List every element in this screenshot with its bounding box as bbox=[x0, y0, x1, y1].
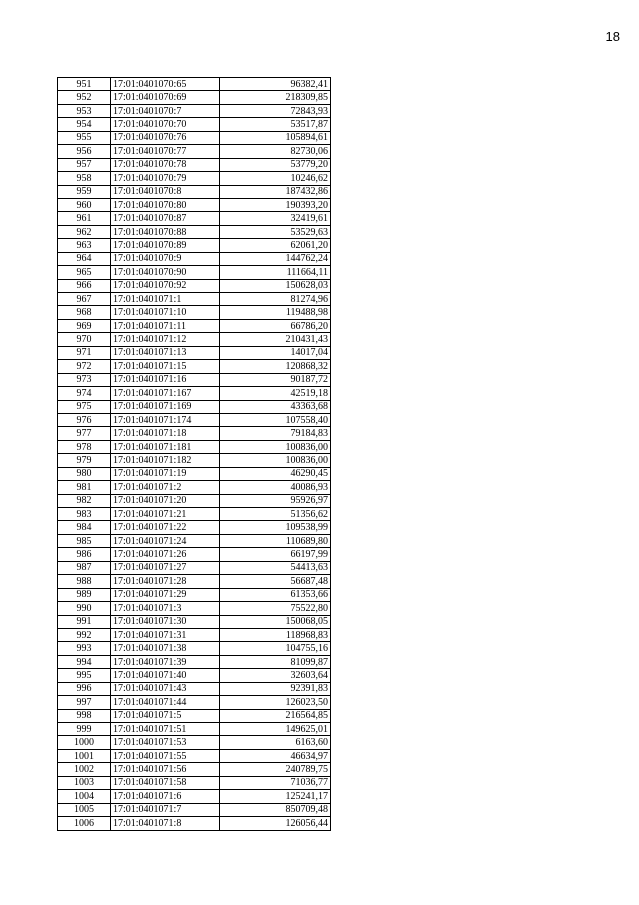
table-row bbox=[58, 104, 331, 117]
cadastral-value-cell: 105894,61 bbox=[220, 131, 331, 144]
row-number-cell: 953 bbox=[58, 104, 111, 117]
cadastral-number-cell: 17:01:0401070:90 bbox=[111, 266, 220, 279]
row-number-cell: 959 bbox=[58, 185, 111, 198]
cadastral-number-cell: 17:01:0401071:24 bbox=[111, 534, 220, 547]
row-number-cell: 977 bbox=[58, 427, 111, 440]
table-row bbox=[58, 481, 331, 494]
row-number-cell: 952 bbox=[58, 91, 111, 104]
row-number-cell: 972 bbox=[58, 360, 111, 373]
row-number-cell: 985 bbox=[58, 534, 111, 547]
cadastral-value-cell: 6163,60 bbox=[220, 736, 331, 749]
cadastral-number-cell: 17:01:0401071:22 bbox=[111, 521, 220, 534]
cadastral-number-cell: 17:01:0401070:88 bbox=[111, 225, 220, 238]
table-row bbox=[58, 575, 331, 588]
cadastral-value-cell: 46290,45 bbox=[220, 467, 331, 480]
row-number-cell: 997 bbox=[58, 696, 111, 709]
cadastral-value-cell: 109538,99 bbox=[220, 521, 331, 534]
table-row bbox=[58, 293, 331, 306]
row-number-cell: 980 bbox=[58, 467, 111, 480]
row-number-cell: 956 bbox=[58, 145, 111, 158]
table-row bbox=[58, 588, 331, 601]
row-number-cell: 975 bbox=[58, 400, 111, 413]
table-row bbox=[58, 615, 331, 628]
cadastral-value-cell: 61353,66 bbox=[220, 588, 331, 601]
cadastral-number-cell: 17:01:0401070:89 bbox=[111, 239, 220, 252]
table-row bbox=[58, 682, 331, 695]
row-number-cell: 989 bbox=[58, 588, 111, 601]
table-row bbox=[58, 198, 331, 211]
cadastral-number-cell: 17:01:0401071:30 bbox=[111, 615, 220, 628]
table-row bbox=[58, 400, 331, 413]
row-number-cell: 994 bbox=[58, 655, 111, 668]
table-row bbox=[58, 333, 331, 346]
cadastral-number-cell: 17:01:0401071:15 bbox=[111, 360, 220, 373]
row-number-cell: 954 bbox=[58, 118, 111, 131]
cadastral-value-cell: 95926,97 bbox=[220, 494, 331, 507]
row-number-cell: 966 bbox=[58, 279, 111, 292]
cadastral-value-cell: 42519,18 bbox=[220, 387, 331, 400]
row-number-cell: 978 bbox=[58, 440, 111, 453]
cadastral-value-cell: 119488,98 bbox=[220, 306, 331, 319]
cadastral-value-cell: 100836,00 bbox=[220, 454, 331, 467]
cadastral-value-cell: 118968,83 bbox=[220, 628, 331, 641]
cadastral-number-cell: 17:01:0401071:44 bbox=[111, 696, 220, 709]
cadastral-number-cell: 17:01:0401071:31 bbox=[111, 628, 220, 641]
row-number-cell: 996 bbox=[58, 682, 111, 695]
row-number-cell: 986 bbox=[58, 548, 111, 561]
cadastral-number-cell: 17:01:0401071:13 bbox=[111, 346, 220, 359]
table-row bbox=[58, 642, 331, 655]
row-number-cell: 988 bbox=[58, 575, 111, 588]
cadastral-value-cell: 79184,83 bbox=[220, 427, 331, 440]
cadastral-value-cell: 72843,93 bbox=[220, 104, 331, 117]
row-number-cell: 976 bbox=[58, 413, 111, 426]
cadastral-value-cell: 144762,24 bbox=[220, 252, 331, 265]
cadastral-number-cell: 17:01:0401070:79 bbox=[111, 172, 220, 185]
cadastral-number-cell: 17:01:0401070:77 bbox=[111, 145, 220, 158]
row-number-cell: 961 bbox=[58, 212, 111, 225]
cadastral-number-cell: 17:01:0401071:11 bbox=[111, 319, 220, 332]
table-row bbox=[58, 387, 331, 400]
cadastral-value-cell: 210431,43 bbox=[220, 333, 331, 346]
cadastral-value-cell: 125241,17 bbox=[220, 790, 331, 803]
cadastral-number-cell: 17:01:0401071:58 bbox=[111, 776, 220, 789]
table-row bbox=[58, 279, 331, 292]
row-number-cell: 1001 bbox=[58, 749, 111, 762]
row-number-cell: 979 bbox=[58, 454, 111, 467]
row-number-cell: 962 bbox=[58, 225, 111, 238]
row-number-cell: 958 bbox=[58, 172, 111, 185]
cadastral-value-cell: 240789,75 bbox=[220, 763, 331, 776]
table-row bbox=[58, 346, 331, 359]
cadastral-value-cell: 187432,86 bbox=[220, 185, 331, 198]
table-row bbox=[58, 561, 331, 574]
table-row bbox=[58, 373, 331, 386]
cadastral-number-cell: 17:01:0401071:16 bbox=[111, 373, 220, 386]
table-row bbox=[58, 225, 331, 238]
row-number-cell: 964 bbox=[58, 252, 111, 265]
cadastral-value-cell: 104755,16 bbox=[220, 642, 331, 655]
row-number-cell: 1006 bbox=[58, 817, 111, 830]
cadastral-number-cell: 17:01:0401071:5 bbox=[111, 709, 220, 722]
cadastral-number-cell: 17:01:0401071:169 bbox=[111, 400, 220, 413]
row-number-cell: 971 bbox=[58, 346, 111, 359]
table-row bbox=[58, 494, 331, 507]
table-row bbox=[58, 776, 331, 789]
table-row bbox=[58, 655, 331, 668]
row-number-cell: 965 bbox=[58, 266, 111, 279]
row-number-cell: 983 bbox=[58, 508, 111, 521]
cadastral-number-cell: 17:01:0401071:39 bbox=[111, 655, 220, 668]
table-row bbox=[58, 212, 331, 225]
row-number-cell: 951 bbox=[58, 78, 111, 91]
cadastral-value-cell: 75522,80 bbox=[220, 602, 331, 615]
cadastral-value-table bbox=[57, 77, 331, 831]
table-row bbox=[58, 749, 331, 762]
table-row bbox=[58, 817, 331, 830]
row-number-cell: 967 bbox=[58, 293, 111, 306]
row-number-cell: 960 bbox=[58, 198, 111, 211]
cadastral-value-cell: 51356,62 bbox=[220, 508, 331, 521]
cadastral-number-cell: 17:01:0401070:9 bbox=[111, 252, 220, 265]
table-row bbox=[58, 172, 331, 185]
cadastral-number-cell: 17:01:0401070:69 bbox=[111, 91, 220, 104]
cadastral-value-cell: 53517,87 bbox=[220, 118, 331, 131]
table-row bbox=[58, 628, 331, 641]
cadastral-value-cell: 120868,32 bbox=[220, 360, 331, 373]
cadastral-number-cell: 17:01:0401071:182 bbox=[111, 454, 220, 467]
table-row bbox=[58, 306, 331, 319]
table-row bbox=[58, 669, 331, 682]
cadastral-number-cell: 17:01:0401071:27 bbox=[111, 561, 220, 574]
cadastral-number-cell: 17:01:0401071:3 bbox=[111, 602, 220, 615]
table-row bbox=[58, 158, 331, 171]
row-number-cell: 998 bbox=[58, 709, 111, 722]
cadastral-value-cell: 56687,48 bbox=[220, 575, 331, 588]
table-row bbox=[58, 145, 331, 158]
row-number-cell: 1004 bbox=[58, 790, 111, 803]
table-row bbox=[58, 239, 331, 252]
table-row bbox=[58, 266, 331, 279]
table-row bbox=[58, 360, 331, 373]
cadastral-value-cell: 126023,50 bbox=[220, 696, 331, 709]
cadastral-value-cell: 81099,87 bbox=[220, 655, 331, 668]
row-number-cell: 955 bbox=[58, 131, 111, 144]
table-row bbox=[58, 709, 331, 722]
row-number-cell: 1005 bbox=[58, 803, 111, 816]
table-row bbox=[58, 131, 331, 144]
cadastral-number-cell: 17:01:0401070:7 bbox=[111, 104, 220, 117]
cadastral-number-cell: 17:01:0401071:53 bbox=[111, 736, 220, 749]
cadastral-number-cell: 17:01:0401070:76 bbox=[111, 131, 220, 144]
cadastral-number-cell: 17:01:0401070:80 bbox=[111, 198, 220, 211]
cadastral-value-cell: 66786,20 bbox=[220, 319, 331, 332]
row-number-cell: 992 bbox=[58, 628, 111, 641]
row-number-cell: 995 bbox=[58, 669, 111, 682]
row-number-cell: 993 bbox=[58, 642, 111, 655]
table-row bbox=[58, 763, 331, 776]
table-row bbox=[58, 252, 331, 265]
row-number-cell: 984 bbox=[58, 521, 111, 534]
cadastral-value-cell: 216564,85 bbox=[220, 709, 331, 722]
row-number-cell: 970 bbox=[58, 333, 111, 346]
row-number-cell: 982 bbox=[58, 494, 111, 507]
row-number-cell: 987 bbox=[58, 561, 111, 574]
table-row bbox=[58, 413, 331, 426]
cadastral-number-cell: 17:01:0401071:8 bbox=[111, 817, 220, 830]
table-row bbox=[58, 508, 331, 521]
cadastral-value-cell: 100836,00 bbox=[220, 440, 331, 453]
cadastral-number-cell: 17:01:0401071:56 bbox=[111, 763, 220, 776]
cadastral-value-cell: 32603,64 bbox=[220, 669, 331, 682]
cadastral-value-cell: 218309,85 bbox=[220, 91, 331, 104]
table-row bbox=[58, 696, 331, 709]
table-row bbox=[58, 736, 331, 749]
row-number-cell: 1002 bbox=[58, 763, 111, 776]
cadastral-number-cell: 17:01:0401071:29 bbox=[111, 588, 220, 601]
cadastral-value-cell: 62061,20 bbox=[220, 239, 331, 252]
page-number: 18 bbox=[605, 29, 620, 44]
cadastral-number-cell: 17:01:0401071:2 bbox=[111, 481, 220, 494]
cadastral-number-cell: 17:01:0401071:167 bbox=[111, 387, 220, 400]
table-row bbox=[58, 602, 331, 615]
cadastral-value-cell: 81274,96 bbox=[220, 293, 331, 306]
cadastral-value-cell: 43363,68 bbox=[220, 400, 331, 413]
table-row bbox=[58, 91, 331, 104]
cadastral-number-cell: 17:01:0401071:38 bbox=[111, 642, 220, 655]
cadastral-value-cell: 149625,01 bbox=[220, 723, 331, 736]
cadastral-number-cell: 17:01:0401071:18 bbox=[111, 427, 220, 440]
table-row bbox=[58, 440, 331, 453]
cadastral-number-cell: 17:01:0401071:43 bbox=[111, 682, 220, 695]
cadastral-number-cell: 17:01:0401071:19 bbox=[111, 467, 220, 480]
cadastral-number-cell: 17:01:0401070:78 bbox=[111, 158, 220, 171]
row-number-cell: 968 bbox=[58, 306, 111, 319]
row-number-cell: 981 bbox=[58, 481, 111, 494]
cadastral-value-cell: 53779,20 bbox=[220, 158, 331, 171]
cadastral-number-cell: 17:01:0401071:7 bbox=[111, 803, 220, 816]
cadastral-number-cell: 17:01:0401070:92 bbox=[111, 279, 220, 292]
cadastral-number-cell: 17:01:0401071:28 bbox=[111, 575, 220, 588]
cadastral-number-cell: 17:01:0401071:26 bbox=[111, 548, 220, 561]
cadastral-value-cell: 66197,99 bbox=[220, 548, 331, 561]
cadastral-value-cell: 54413,63 bbox=[220, 561, 331, 574]
cadastral-number-cell: 17:01:0401070:87 bbox=[111, 212, 220, 225]
cadastral-value-cell: 850709,48 bbox=[220, 803, 331, 816]
table-row bbox=[58, 467, 331, 480]
cadastral-number-cell: 17:01:0401071:55 bbox=[111, 749, 220, 762]
row-number-cell: 990 bbox=[58, 602, 111, 615]
table-row bbox=[58, 118, 331, 131]
row-number-cell: 969 bbox=[58, 319, 111, 332]
cadastral-number-cell: 17:01:0401071:40 bbox=[111, 669, 220, 682]
table-row bbox=[58, 803, 331, 816]
cadastral-value-cell: 53529,63 bbox=[220, 225, 331, 238]
cadastral-number-cell: 17:01:0401071:174 bbox=[111, 413, 220, 426]
cadastral-value-cell: 150628,03 bbox=[220, 279, 331, 292]
table-row bbox=[58, 723, 331, 736]
cadastral-number-cell: 17:01:0401071:10 bbox=[111, 306, 220, 319]
table-row bbox=[58, 78, 331, 91]
row-number-cell: 957 bbox=[58, 158, 111, 171]
table-row bbox=[58, 185, 331, 198]
row-number-cell: 991 bbox=[58, 615, 111, 628]
cadastral-number-cell: 17:01:0401071:6 bbox=[111, 790, 220, 803]
cadastral-value-cell: 32419,61 bbox=[220, 212, 331, 225]
cadastral-value-cell: 10246,62 bbox=[220, 172, 331, 185]
cadastral-number-cell: 17:01:0401070:65 bbox=[111, 78, 220, 91]
table-row bbox=[58, 548, 331, 561]
row-number-cell: 1000 bbox=[58, 736, 111, 749]
row-number-cell: 974 bbox=[58, 387, 111, 400]
cadastral-number-cell: 17:01:0401071:181 bbox=[111, 440, 220, 453]
row-number-cell: 963 bbox=[58, 239, 111, 252]
cadastral-value-cell: 110689,80 bbox=[220, 534, 331, 547]
row-number-cell: 999 bbox=[58, 723, 111, 736]
cadastral-number-cell: 17:01:0401070:8 bbox=[111, 185, 220, 198]
cadastral-number-cell: 17:01:0401071:1 bbox=[111, 293, 220, 306]
table-row bbox=[58, 790, 331, 803]
cadastral-value-cell: 190393,20 bbox=[220, 198, 331, 211]
cadastral-value-cell: 150068,05 bbox=[220, 615, 331, 628]
cadastral-number-cell: 17:01:0401071:12 bbox=[111, 333, 220, 346]
row-number-cell: 1003 bbox=[58, 776, 111, 789]
cadastral-value-cell: 92391,83 bbox=[220, 682, 331, 695]
table-body bbox=[58, 78, 331, 831]
cadastral-value-cell: 46634,97 bbox=[220, 749, 331, 762]
cadastral-value-cell: 82730,06 bbox=[220, 145, 331, 158]
cadastral-value-cell: 14017,04 bbox=[220, 346, 331, 359]
cadastral-number-cell: 17:01:0401070:70 bbox=[111, 118, 220, 131]
table-row bbox=[58, 319, 331, 332]
table-row bbox=[58, 534, 331, 547]
table-row bbox=[58, 454, 331, 467]
cadastral-value-cell: 90187,72 bbox=[220, 373, 331, 386]
cadastral-value-cell: 111664,11 bbox=[220, 266, 331, 279]
cadastral-value-cell: 71036,77 bbox=[220, 776, 331, 789]
cadastral-value-cell: 40086,93 bbox=[220, 481, 331, 494]
cadastral-value-cell: 126056,44 bbox=[220, 817, 331, 830]
table-row bbox=[58, 427, 331, 440]
cadastral-number-cell: 17:01:0401071:51 bbox=[111, 723, 220, 736]
row-number-cell: 973 bbox=[58, 373, 111, 386]
cadastral-number-cell: 17:01:0401071:21 bbox=[111, 508, 220, 521]
cadastral-number-cell: 17:01:0401071:20 bbox=[111, 494, 220, 507]
cadastral-value-cell: 107558,40 bbox=[220, 413, 331, 426]
table-row bbox=[58, 521, 331, 534]
cadastral-value-cell: 96382,41 bbox=[220, 78, 331, 91]
